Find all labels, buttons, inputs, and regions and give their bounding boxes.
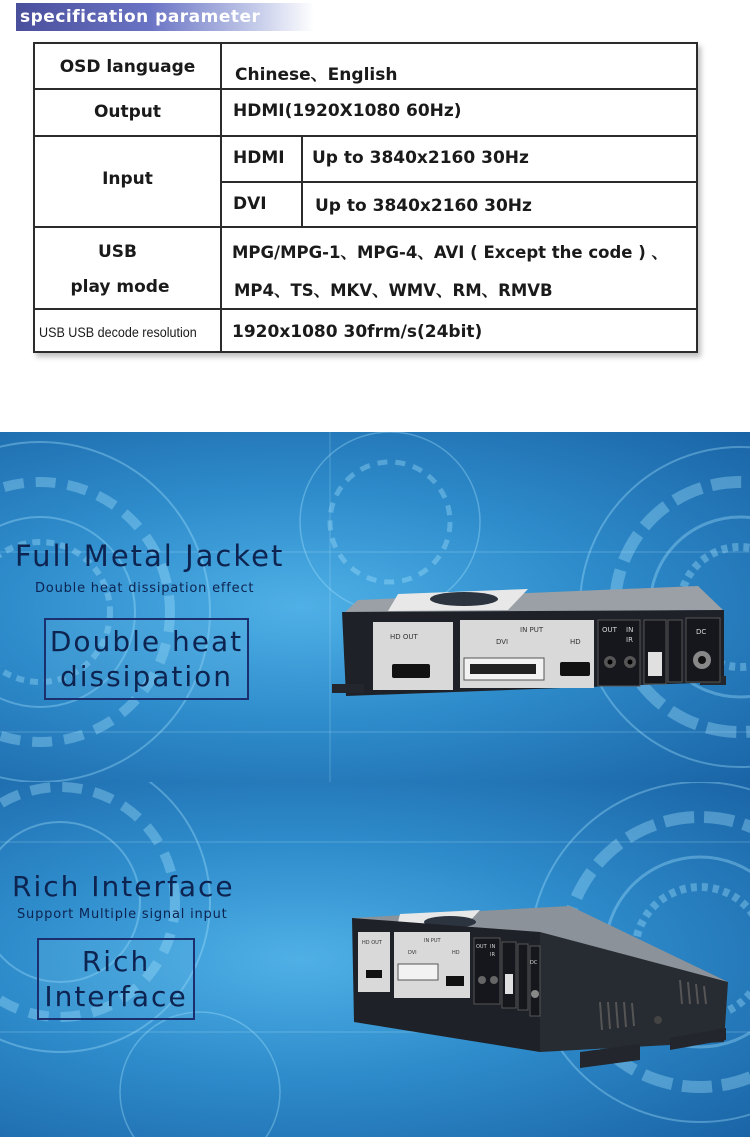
banner2-box-line1: Rich (81, 945, 151, 978)
decode-value: 1920x1080 30frm/s(24bit) (232, 322, 483, 342)
input-dvi-label: DVI (233, 194, 267, 214)
osd-label: OSD language (59, 57, 196, 77)
label-hd-out: HD OUT (390, 633, 418, 641)
label-dvi: DVI (408, 950, 417, 956)
banner-full-metal-jacket (0, 432, 750, 782)
banner1-callout-box (44, 618, 249, 700)
label-in: IN (490, 944, 496, 950)
label-out: OUT (476, 944, 487, 950)
spec-header (16, 3, 314, 31)
banner2-box-line2: Interface (44, 980, 188, 1013)
banner1-box-line1: Double heat (49, 625, 244, 658)
label-input: IN PUT (520, 626, 544, 634)
banner2-title: Rich Interface (12, 870, 235, 903)
label-ir: IR (490, 952, 495, 958)
label-hd: HD (452, 950, 460, 956)
decode-label: USB USB decode resolution (39, 325, 197, 340)
banner2-subtitle: Support Multiple signal input (17, 907, 228, 922)
label-hd-out: HD OUT (362, 940, 382, 946)
banner1-box-line2: dissipation (59, 660, 234, 693)
banner-rich-interface (0, 782, 750, 1137)
label-out: OUT (602, 626, 617, 634)
output-label: Output (93, 102, 162, 122)
banner1-subtitle: Double heat dissipation effect (35, 581, 255, 596)
banner2-callout-box (37, 938, 195, 1020)
spec-header-text: specification parameter (20, 7, 261, 27)
device-front-image (328, 580, 728, 720)
input-dvi-value: Up to 3840x2160 30Hz (315, 196, 532, 216)
device-angled-image (340, 902, 730, 1082)
osd-value: Chinese、English (235, 65, 398, 85)
label-dvi: DVI (496, 638, 509, 646)
usb-value-line2: MP4、TS、MKV、WMV、RM、RMVB (234, 281, 553, 300)
usb-label-line1: USB (97, 242, 137, 262)
usb-label-line2: play mode (70, 277, 170, 297)
banner1-title: Full Metal Jacket (15, 539, 285, 573)
input-hdmi-label: HDMI (233, 148, 285, 168)
label-in: IN (626, 626, 634, 634)
label-ir: IR (626, 636, 633, 644)
input-label: Input (102, 169, 153, 189)
label-input: IN PUT (424, 938, 441, 944)
spec-table (33, 42, 698, 353)
label-hd: HD (570, 638, 581, 646)
output-value: HDMI(1920X1080 60Hz) (233, 101, 462, 121)
label-dc: DC (530, 960, 538, 966)
input-hdmi-value: Up to 3840x2160 30Hz (312, 148, 529, 168)
usb-value-line1: MPG/MPG-1、MPG-4、AVI ( Except the code ) 、 (232, 243, 668, 262)
label-dc: DC (696, 628, 707, 636)
